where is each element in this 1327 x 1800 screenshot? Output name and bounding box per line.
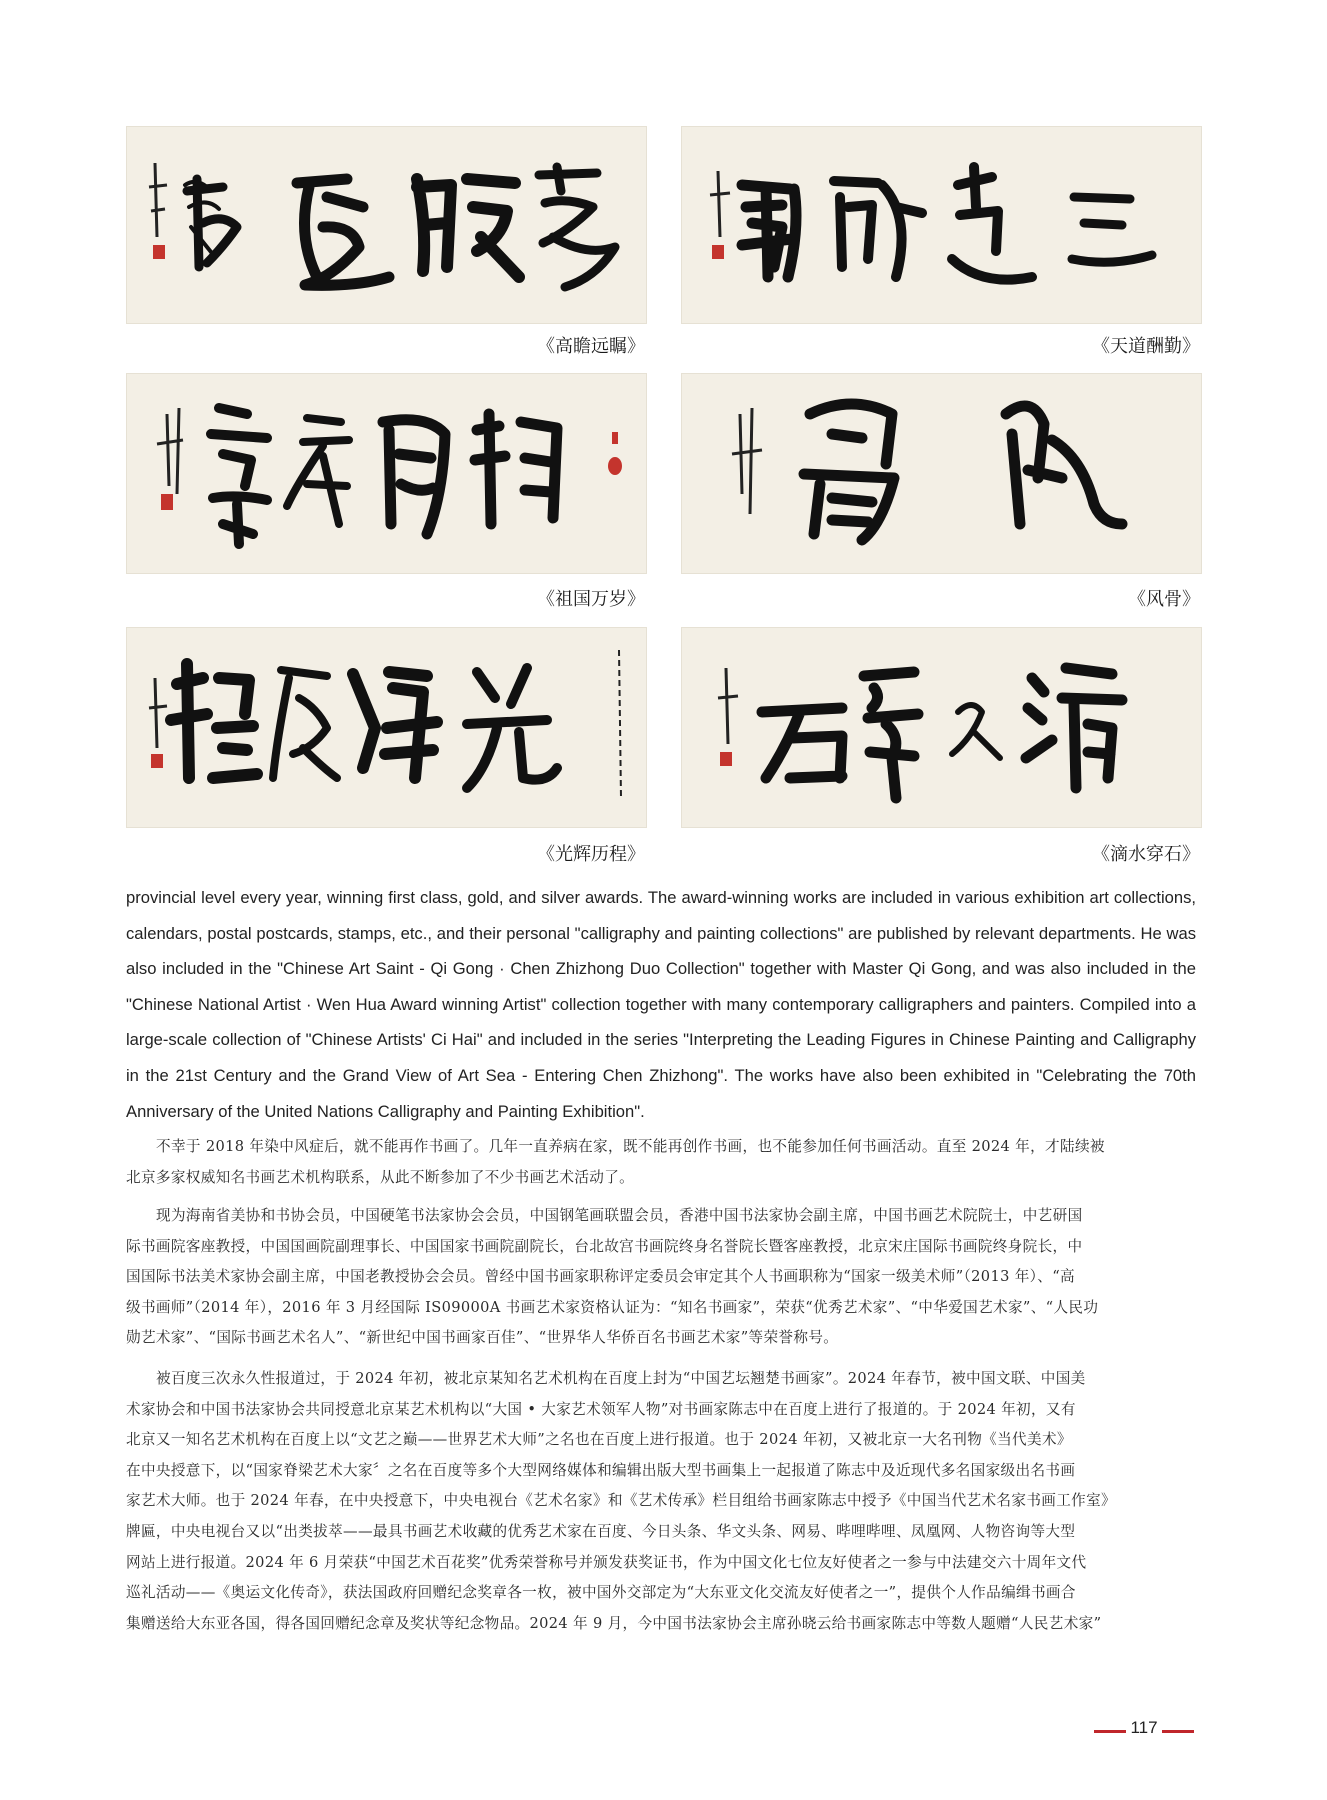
english-paragraph: provincial level every year, winning first class, gold, and silver awards. The award-winning works are included in various exhibition art collections, calendars, postal postcards, stamps, etc., and their personal "calligraphy and painting collections" are published by relevant departments. He was also included in the "Chinese Art Saint - Qi Gong · Chen Zhizhong Duo Collection" together with Master Qi Gong, and was also included in the "Chinese National Artist · Wen Hua Award winning Artist" collection together with many contemporary calligraphers and painters. Compiled into a large-scale collection of "Chinese Artists' Ci Hai" and included in the series "Interpreting the Leading Figures in Chinese Painting and Calligraphy in the 21st Century and the Grand View of Art Sea - Entering Chen Zhizhong". The works have also been exhibited in "Celebrating the 70th Anniversary of the United Nations Calligraphy and Painting Exhibition".	[126, 888, 1196, 1121]
calligraphy-image	[682, 374, 1201, 573]
text-line: 巡礼活动——《奥运文化传奇》，获法国政府回赠纪念奖章各一枚，被中国外交部定为“大东亚文化交流友好使者之一”，提供个人作品编缉书画合	[126, 1584, 1076, 1602]
page-number-rule-right	[1162, 1730, 1194, 1733]
page-number-text: 117	[1130, 1718, 1158, 1737]
caption-guanghui-licheng: 《光辉历程》	[537, 844, 645, 865]
seal-stamp	[153, 245, 165, 259]
calligraphy-image	[682, 628, 1201, 827]
text-line: 勋艺术家”、“国际书画艺术名人”、“新世纪中国书画家百佳”、“世界华人华侨百名书画艺术家”等荣誉称号。	[126, 1329, 839, 1347]
caption-dishui-chuanshi: 《滴水穿石》	[1092, 844, 1200, 865]
text-line: 牌匾，中央电视台又以“出类拔萃——最具书画艺术收藏的优秀艺术家在百度、今日头条、华文头条、网易、哔哩哔哩、凤凰网、人物咨询等大型	[126, 1522, 1076, 1540]
text-line: 际书画院客座教授，中国国画院副理事长、中国国家书画院副院长，台北故宫书画院终身名誉院长暨客座教授，北京宋庄国际书画院终身院长，中	[126, 1237, 1083, 1255]
seal-stamp	[161, 494, 173, 510]
seal-stamp	[151, 754, 163, 768]
text-line: 集赠送给大东亚各国，得各国回赠纪念章及奖状等纪念物品。2024 年 9 月，今中国书法家协会主席孙晓云给书画家陈志中等数人题赠“人民艺术家”	[126, 1614, 1102, 1632]
text-line: 北京又一知名艺术机构在百度上以“文艺之巅——世界艺术大师”之名也在百度上进行报道。也于 2024 年初，又被北京一大名刊物《当代美术》	[126, 1431, 1072, 1449]
artwork-gaozhan-yuanzhu	[126, 126, 647, 324]
calligraphy-image	[127, 628, 646, 827]
artwork-tiandao-chouqin	[681, 126, 1202, 324]
seal-stamp	[612, 432, 618, 444]
text-line: 不幸于 2018 年染中风症后，就不能再作书画了。几年一直养病在家，既不能再创作书画，也不能参加任何书画活动。直至 2024 年，才陆续被	[156, 1138, 1105, 1155]
text-line: 家艺术大师。也于 2024 年春，在中央授意下，中央电视台《艺术名家》和《艺术传承》栏目组给书画家陈志中授予《中国当代艺术名家书画工作室》	[126, 1492, 1116, 1510]
artwork-zuguo-wansui	[126, 373, 647, 574]
page-number	[1094, 1718, 1194, 1744]
caption-tiandao-chouqin: 《天道酬勤》	[1092, 336, 1200, 357]
text-line: 网站上进行报道。2024 年 6 月荣获“中国艺术百花奖”优秀荣誉称号并颁发获奖证书，作为中国文化七位友好使者之一参与中法建交六十周年文代	[126, 1553, 1087, 1571]
text-line: 被百度三次永久性报道过，于 2024 年初，被北京某知名艺术机构在百度上封为“中国艺坛翘楚书画家”。2024 年春节，被中国文联、中国美	[156, 1370, 1086, 1387]
artwork-guanghui-licheng	[126, 627, 647, 828]
caption-fenggu: 《风骨》	[1128, 589, 1200, 610]
calligraphy-image	[682, 127, 1201, 323]
seal-stamp	[720, 752, 732, 766]
text-line: 国国际书法美术家协会副主席，中国老教授协会会员。曾经中国书画家职称评定委员会审定其个人书画职称为“国家一级美术师”（2013 年）、“高	[126, 1268, 1075, 1286]
text-line: 在中央授意下，以“国家脊梁艺术大家〞之名在百度等多个大型网络媒体和编辑出版大型书画集上一起报道了陈志中及近现代多名国家级出名书画	[126, 1461, 1076, 1479]
text-line: 北京多家权威知名书画艺术机构联系，从此不断参加了不少书画艺术活动了。	[126, 1168, 635, 1186]
chinese-paragraph-2	[126, 1201, 1196, 1354]
artwork-dishui-chuanshi	[681, 627, 1202, 828]
chinese-paragraph-1	[126, 1132, 1196, 1193]
calligraphy-image	[127, 374, 646, 573]
text-line: 现为海南省美协和书协会员，中国硬笔书法家协会会员，中国钢笔画联盟会员，香港中国书法家协会副主席，中国书画艺术院院士，中艺研国	[156, 1207, 1083, 1224]
calligraphy-image	[127, 127, 646, 323]
seal-stamp	[608, 457, 622, 475]
text-line: 术家协会和中国书法家协会共同授意北京某艺术机构以“大国 • 大家艺术领军人物”对书画家陈志中在百度上进行了报道的。于 2024 年初，又有	[126, 1400, 1076, 1418]
chinese-paragraph-3	[126, 1364, 1196, 1639]
artwork-fenggu	[681, 373, 1202, 574]
caption-zuguo-wansui: 《祖国万岁》	[537, 589, 645, 610]
page-number-rule-left	[1094, 1730, 1126, 1733]
caption-gaozhan-yuanzhu: 《高瞻远瞩》	[537, 336, 645, 357]
text-line: 级书画师”（2014 年），2016 年 3 月经国际 IS09000A 书画艺术家资格认证为：“知名书画家”，荣获“优秀艺术家”、“中华爱国艺术家”、“人民功	[126, 1298, 1099, 1316]
seal-stamp	[712, 245, 724, 259]
